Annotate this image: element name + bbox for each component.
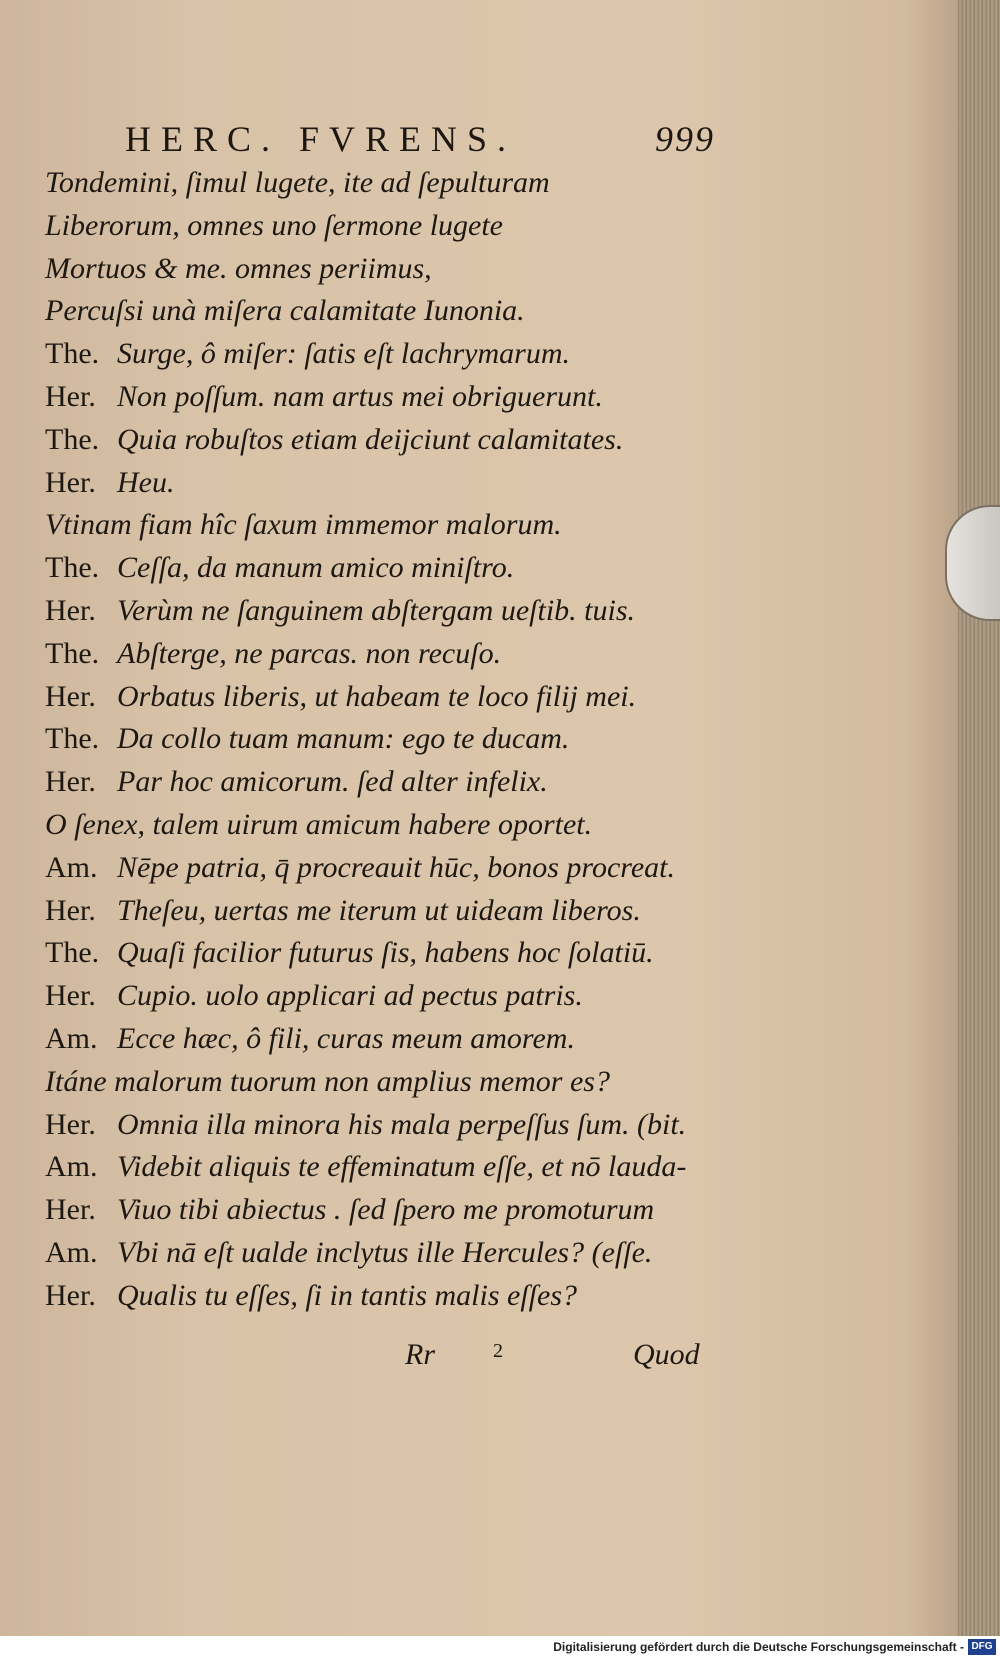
line-text: Tondemini, ſimul lugete, ite ad ſepulturam (45, 166, 550, 199)
speaker-label: The. (45, 551, 100, 585)
catchword: Quod (633, 1338, 700, 1371)
text-line (45, 290, 735, 333)
speaker-label: Am. (45, 850, 98, 884)
running-header (125, 118, 715, 164)
line-text: Cupio. uolo applicari ad pectus patris. (117, 979, 583, 1013)
line-text: Abſterge, ne parcas. non recuſo. (117, 636, 502, 670)
text-line (45, 162, 735, 205)
text-line (45, 718, 735, 761)
signature-mark: Rr (405, 1338, 435, 1371)
line-text: Par hoc amicorum. ſed alter infelix. (117, 765, 548, 799)
text-line (45, 1018, 735, 1061)
text-line (45, 1232, 735, 1275)
line-text: Theſeu, uertas me iterum ut uideam liberos. (117, 893, 641, 927)
speaker-label: Am. (45, 1021, 98, 1055)
line-text: Vtinam fiam hîc ſaxum immemor malorum. (45, 508, 562, 542)
text-line (45, 1275, 735, 1318)
line-text: Orbatus liberis, ut habeam te loco filij mei. (117, 679, 637, 713)
text-line (45, 633, 735, 676)
text-line (45, 205, 735, 248)
text-line (45, 1189, 735, 1232)
text-line (45, 1104, 735, 1147)
line-text: Ceſſa, da manum amico miniſtro. (117, 551, 515, 585)
credit-bar (0, 1636, 1000, 1660)
line-text: Percuſsi unà miſera calamitate Iunonia. (45, 294, 525, 328)
speaker-label: Her. (45, 765, 96, 799)
speaker-label: The. (45, 722, 100, 756)
line-text: Nēpe patria, q̄ procreauit hūc, bonos procreat. (117, 850, 675, 884)
line-text: O ſenex, talem uirum amicum habere oportet. (45, 807, 593, 841)
text-line (45, 975, 735, 1018)
line-text: Vbi nā eſt ualde inclytus ille Hercules? (eſſe. (117, 1235, 653, 1269)
text-line (45, 1061, 735, 1104)
text-line (45, 932, 735, 975)
line-text: Mortuos & me. omnes periimus, (45, 251, 432, 285)
text-line (45, 248, 735, 291)
line-text: Surge, ô miſer: ſatis eſt lachrymarum. (117, 337, 571, 371)
speaker-label: The. (45, 337, 100, 371)
line-text: Verùm ne ſanguinem abſtergam ueſtib. tuis. (117, 593, 635, 627)
speaker-label: Her. (45, 1193, 96, 1227)
line-text: Omnia illa minora his mala perpeſſus ſum. (bit. (117, 1107, 687, 1141)
speaker-label: The. (45, 422, 100, 456)
line-text: Qualis tu eſſes, ſi in tantis malis eſſes? (117, 1278, 577, 1312)
text-line (45, 504, 735, 547)
book-fore-edge (958, 0, 1000, 1636)
speaker-label: Her. (45, 379, 96, 413)
line-text: Quaſi facilior futurus ſis, habens hoc ſolatiū. (117, 936, 654, 970)
line-text: Viuo tibi abiectus . ſed ſpero me promoturum (117, 1193, 655, 1227)
speaker-label: Her. (45, 593, 96, 627)
text-line (45, 847, 735, 890)
speaker-label: Her. (45, 979, 96, 1013)
text-line (45, 547, 735, 590)
text-line (45, 804, 735, 847)
line-text: Quia robuſtos etiam deijciunt calamitates. (117, 422, 624, 456)
dfg-logo: DFG (968, 1639, 996, 1655)
text-line (45, 333, 735, 376)
text-line (45, 676, 735, 719)
speaker-label: Her. (45, 1278, 96, 1312)
signature-number: 2 (493, 1340, 503, 1362)
text-line (45, 376, 735, 419)
text-block (45, 162, 735, 1318)
line-text: Da collo tuam manum: ego te ducam. (117, 722, 570, 756)
line-text: Videbit aliquis te effeminatum eſſe, et nō lauda- (117, 1150, 687, 1184)
text-line (45, 419, 735, 462)
speaker-label: The. (45, 936, 100, 970)
running-title: HERC. FVRENS. (125, 119, 517, 159)
text-line (45, 590, 735, 633)
speaker-label: Her. (45, 679, 96, 713)
line-text: Heu. (117, 465, 175, 499)
speaker-label: The. (45, 636, 100, 670)
page-number: 999 (655, 119, 715, 159)
line-text: Liberorum, omnes uno ſermone lugete (45, 208, 503, 242)
line-text: Itáne malorum tuorum non amplius memor es? (45, 1064, 610, 1098)
speaker-label: Am. (45, 1235, 98, 1269)
speaker-label: Her. (45, 893, 96, 927)
text-line (45, 761, 735, 804)
speaker-label: Her. (45, 465, 96, 499)
text-line (45, 1146, 735, 1189)
line-text: Ecce hæc, ô fili, curas meum amorem. (117, 1021, 575, 1055)
speaker-label: Am. (45, 1150, 98, 1184)
text-line (45, 890, 735, 933)
line-text: Non poſſum. nam artus mei obriguerunt. (117, 379, 603, 413)
page-footer (405, 1338, 725, 1382)
text-line (45, 462, 735, 505)
speaker-label: Her. (45, 1107, 96, 1141)
funding-credit: Digitalisierung gefördert durch die Deutsche Forschungsgemeinschaft - (553, 1640, 964, 1654)
